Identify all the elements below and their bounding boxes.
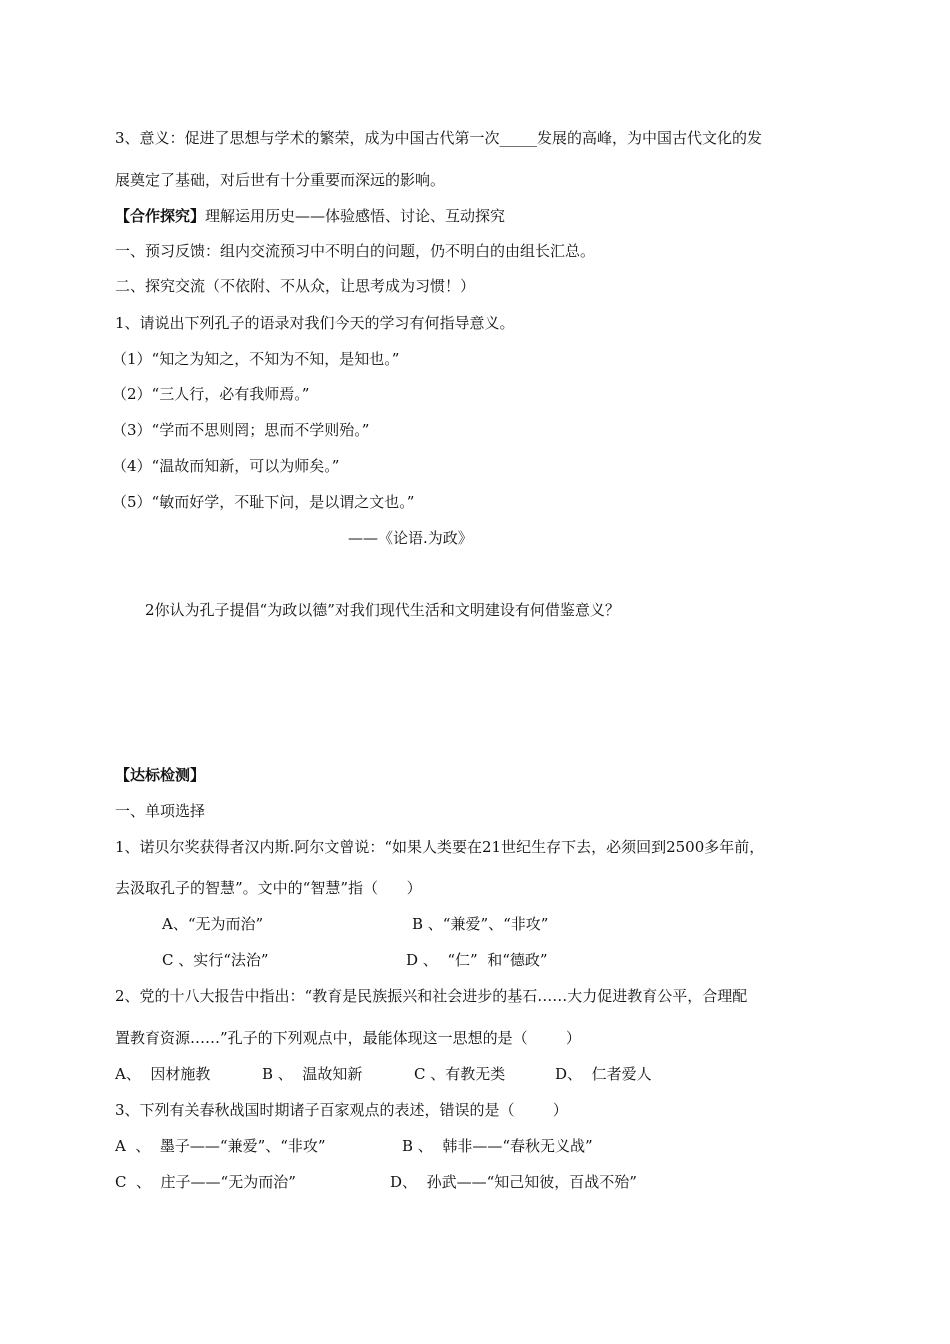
preview-feedback: 一、预习反馈：组内交流预习中不明白的问题，仍不明白的由组长汇总。	[115, 242, 596, 260]
cooperation-heading-rest: 理解运用历史——体验感悟、讨论、互动探究	[205, 207, 506, 225]
quote-4: （4）“温故而知新，可以为师矣。”	[112, 457, 340, 475]
test-q3-option-a: A 、 墨子——“兼爱”、“非攻”	[115, 1137, 326, 1155]
test-q1-line-2: 去汲取孔子的智慧”。文中的“智慧”指（ ）	[115, 879, 422, 897]
test-q3-option-c: C 、 庄子——“无为而治”	[115, 1173, 296, 1191]
test-q3-option-b: B 、 韩非——“春秋无义战”	[402, 1137, 593, 1155]
test-q1-option-d: D 、 “仁” 和“德政”	[406, 951, 548, 969]
quote-5: （5）“敏而好学，不耻下问，是以谓之文也。”	[112, 493, 415, 511]
test-q2-option-d: D、 仁者爱人	[555, 1065, 652, 1083]
test-q1-option-b: B 、“兼爱”、“非攻”	[412, 915, 549, 933]
test-heading: 【达标检测】	[115, 766, 206, 784]
test-q2-option-a: A、 因材施教	[115, 1065, 211, 1083]
test-q1-option-c: C 、实行“法治”	[162, 951, 269, 969]
quote-source: ——《论语.为政》	[348, 529, 473, 547]
test-q1-option-a: A、“无为而治”	[162, 915, 264, 933]
significance-line-1: 3、意义：促进了思想与学术的繁荣，成为中国古代第一次_____发展的高峰，为中国古代文化的发	[115, 129, 763, 147]
quote-1: （1）“知之为知之，不知为不知，是知也。”	[112, 350, 400, 368]
test-q3: 3、下列有关春秋战国时期诸子百家观点的表述，错误的是（ ）	[115, 1101, 568, 1119]
cooperation-heading-line	[115, 206, 505, 226]
test-q2-line-2: 置教育资源……”孔子的下列观点中，最能体现这一思想的是（ ）	[115, 1029, 581, 1047]
inquiry-exchange: 二、探究交流（不依附、不从众，让思考成为习惯！）	[115, 277, 476, 295]
test-q2-option-c: C 、有教无类	[414, 1065, 506, 1083]
test-q1-line-1: 1、诺贝尔奖获得者汉内斯.阿尔文曾说：“如果人类要在21世纪生存下去，必须回到2500多年前，	[115, 838, 765, 856]
quote-2: （2）“三人行，必有我师焉。”	[112, 385, 310, 403]
question-1: 1、请说出下列孔子的语录对我们今天的学习有何指导意义。	[115, 314, 515, 332]
section-single-choice: 一、单项选择	[115, 802, 206, 820]
significance-line-2: 展奠定了基础，对后世有十分重要而深远的影响。	[115, 171, 446, 189]
cooperation-heading: 【合作探究】	[115, 207, 206, 225]
test-q2-line-1: 2、党的十八大报告中指出：“教育是民族振兴和社会进步的基石……大力促进教育公平，合理配	[115, 987, 748, 1005]
quote-3: （3）“学而不思则罔；思而不学则殆。”	[112, 421, 370, 439]
question-2: 2你认为孔子提倡“为政以德”对我们现代生活和文明建设有何借鉴意义？	[145, 601, 620, 619]
test-q3-option-d: D、 孙武——“知己知彼，百战不殆”	[390, 1173, 637, 1191]
test-q2-option-b: B 、 温故知新	[262, 1065, 363, 1083]
